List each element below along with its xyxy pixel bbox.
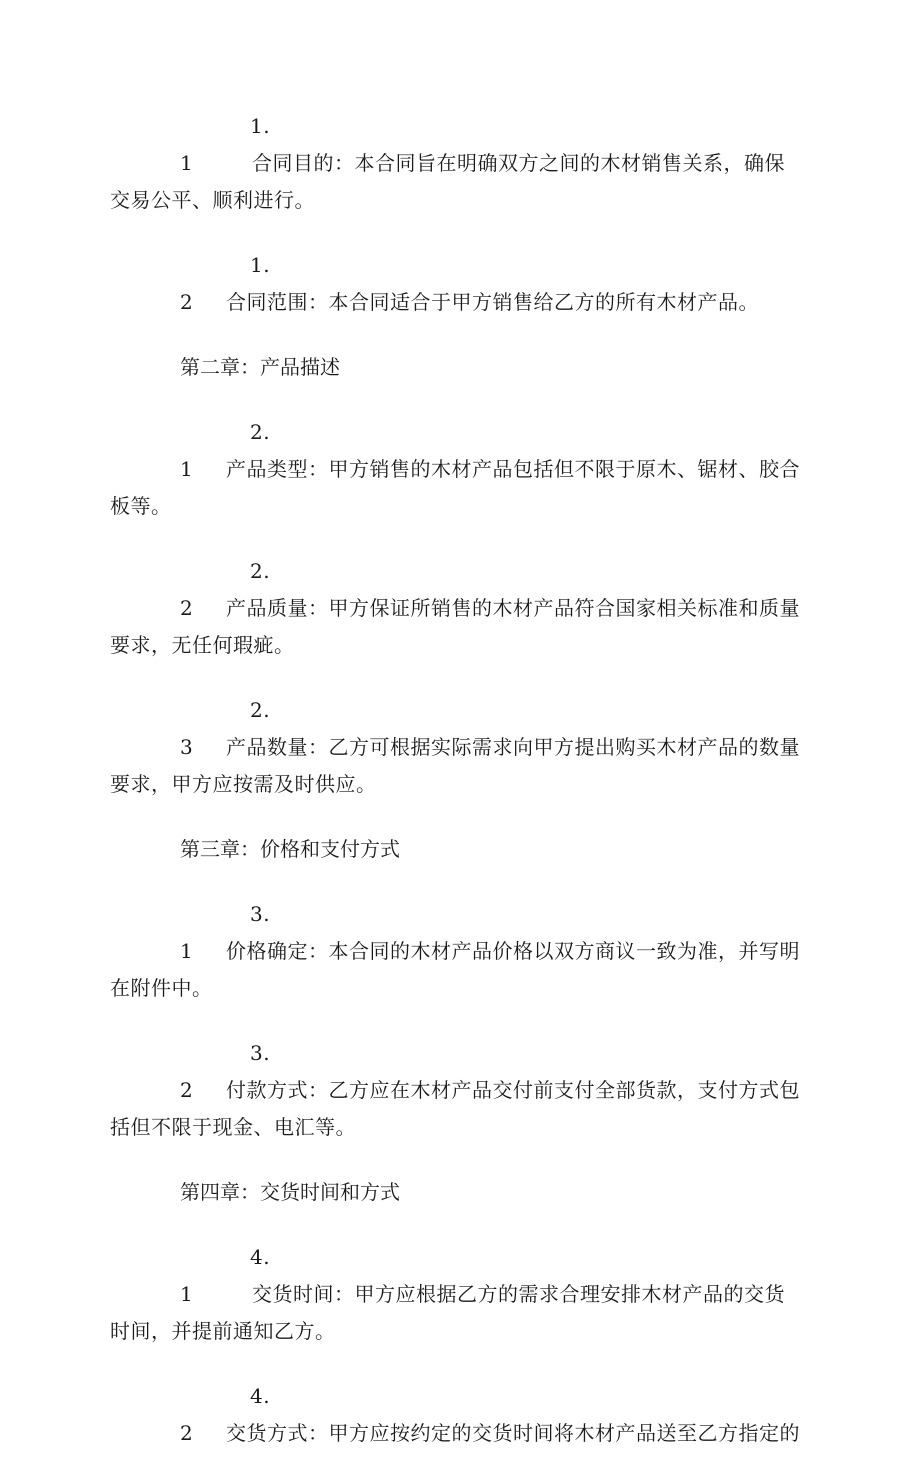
clause-4-1	[110, 1239, 800, 1350]
clause-number: 4.1	[180, 1245, 271, 1306]
document-page	[110, 108, 800, 1480]
clause-number: 4.2	[180, 1384, 271, 1445]
clause-text: 合同范围：本合同适合于甲方销售给乙方的所有木材产品。	[226, 290, 759, 314]
clause-text: 交货方式：甲方应按约定的交货时间将木材产品送至乙方指定的	[226, 1421, 800, 1445]
clause-number: 3.2	[180, 1041, 271, 1102]
chapter-3-heading: 第三章：价格和支付方式	[180, 837, 400, 861]
clause-1-2	[110, 247, 800, 321]
clause-text: 产品质量：甲方保证所销售的木材产品符合国家相关标准和质量要求，无任何瑕疵。	[110, 596, 800, 657]
clause-number: 2.2	[180, 559, 271, 620]
clause-number: 2.1	[180, 420, 271, 481]
clause-2-3	[110, 692, 800, 803]
clause-text: 价格确定：本合同的木材产品价格以双方商议一致为准，并写明在附件中。	[110, 939, 800, 1000]
clause-2-1	[110, 414, 800, 525]
clause-3-1	[110, 896, 800, 1007]
chapter-4-heading: 第四章：交货时间和方式	[180, 1180, 400, 1204]
clause-number: 3.1	[180, 902, 271, 963]
chapter-2-heading: 第二章：产品描述	[180, 355, 340, 379]
clause-2-2	[110, 553, 800, 664]
clause-text: 产品类型：甲方销售的木材产品包括但不限于原木、锯材、胶合板等。	[110, 457, 800, 518]
clause-number: 1.2	[180, 253, 271, 314]
clause-number: 2.3	[180, 698, 271, 759]
clause-1-1	[110, 108, 800, 219]
clause-text: 合同目的：本合同旨在明确双方之间的木材销售关系，确保交易公平、顺利进行。	[110, 151, 785, 212]
clause-number: 1.1	[180, 114, 271, 175]
clause-4-2	[110, 1378, 800, 1452]
clause-3-2	[110, 1035, 800, 1146]
clause-text: 交货时间：甲方应根据乙方的需求合理安排木材产品的交货时间，并提前通知乙方。	[110, 1282, 785, 1343]
clause-text: 产品数量：乙方可根据实际需求向甲方提出购买木材产品的数量要求，甲方应按需及时供应。	[110, 735, 800, 796]
clause-text: 付款方式：乙方应在木材产品交付前支付全部货款，支付方式包括但不限于现金、电汇等。	[110, 1078, 800, 1139]
